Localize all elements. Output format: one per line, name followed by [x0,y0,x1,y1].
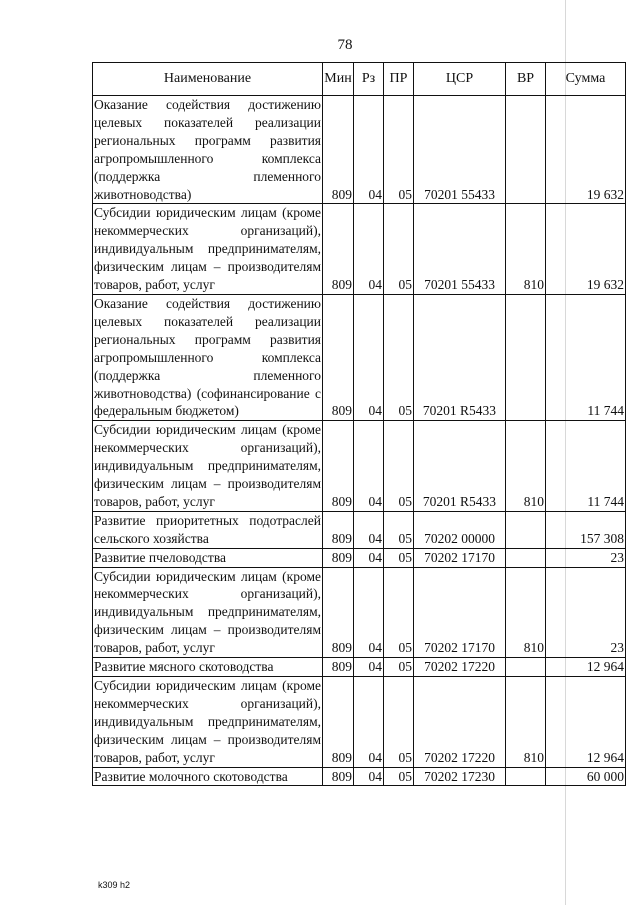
row-name: Оказание содействия достижению целевых показателей реализации региональных программ развития агропромышленного комплекса (поддержка племенного животноводства) [93,96,323,204]
table-row [93,567,626,658]
row-rz: 04 [354,658,384,677]
row-min: 809 [323,548,354,567]
row-pr: 05 [384,567,414,658]
row-rz: 04 [354,511,384,548]
row-pr: 05 [384,548,414,567]
row-sum: 12 964 [546,658,626,677]
row-rz: 04 [354,767,384,786]
row-vr [506,96,546,204]
table-row [93,294,626,420]
table-row [93,511,626,548]
row-csr: 70201 R5433 [414,294,506,420]
row-sum: 23 [546,548,626,567]
table-row [93,677,626,768]
row-name: Оказание содействия достижению целевых показателей реализации региональных программ развития агропромышленного комплекса (поддержка племенного животноводства) (софинансирование с федеральным бюджетом) [93,294,323,420]
row-name: Субсидии юридическим лицам (кроме некоммерческих организаций), индивидуальным предпринимателям, физическим лицам – производителям товаров, работ, услуг [93,677,323,768]
row-csr: 70202 17220 [414,658,506,677]
row-pr: 05 [384,204,414,295]
row-sum: 19 632 [546,96,626,204]
row-vr: 810 [506,204,546,295]
row-min: 809 [323,294,354,420]
row-name: Развитие молочного скотоводства [93,767,323,786]
row-min: 809 [323,677,354,768]
row-sum: 11 744 [546,294,626,420]
table-row [93,421,626,512]
row-pr: 05 [384,294,414,420]
header-pr: ПР [384,63,414,96]
header-min: Мин [323,63,354,96]
row-min: 809 [323,511,354,548]
row-csr: 70201 55433 [414,96,506,204]
row-csr: 70201 55433 [414,204,506,295]
row-min: 809 [323,767,354,786]
row-sum: 12 964 [546,677,626,768]
row-name: Субсидии юридическим лицам (кроме некоммерческих организаций), индивидуальным предпринимателям, физическим лицам – производителям товаров, работ, услуг [93,567,323,658]
row-csr: 70202 17220 [414,677,506,768]
table-header-row [93,63,626,96]
row-vr [506,548,546,567]
header-name: Наименование [93,63,323,96]
row-min: 809 [323,96,354,204]
row-csr: 70202 00000 [414,511,506,548]
row-rz: 04 [354,567,384,658]
row-sum: 11 744 [546,421,626,512]
row-pr: 05 [384,96,414,204]
row-vr [506,658,546,677]
row-sum: 19 632 [546,204,626,295]
row-csr: 70202 17230 [414,767,506,786]
row-vr [506,294,546,420]
row-name: Развитие приоритетных подотраслей сельского хозяйства [93,511,323,548]
row-min: 809 [323,204,354,295]
row-rz: 04 [354,204,384,295]
row-rz: 04 [354,677,384,768]
header-csr: ЦСР [414,63,506,96]
row-pr: 05 [384,421,414,512]
row-name: Развитие пчеловодства [93,548,323,567]
table-row [93,658,626,677]
row-rz: 04 [354,96,384,204]
footer-code: k309 h2 [98,880,131,890]
row-min: 809 [323,421,354,512]
row-name: Развитие мясного скотоводства [93,658,323,677]
row-rz: 04 [354,294,384,420]
row-csr: 70201 R5433 [414,421,506,512]
row-sum: 23 [546,567,626,658]
row-rz: 04 [354,421,384,512]
table-row [93,548,626,567]
row-name: Субсидии юридическим лицам (кроме некоммерческих организаций), индивидуальным предпринимателям, физическим лицам – производителям товаров, работ, услуг [93,204,323,295]
header-rz: Рз [354,63,384,96]
row-pr: 05 [384,511,414,548]
table-row [93,767,626,786]
row-vr: 810 [506,677,546,768]
row-rz: 04 [354,548,384,567]
header-sum: Сумма [546,63,626,96]
row-vr: 810 [506,567,546,658]
table-row [93,96,626,204]
table-row [93,204,626,295]
row-pr: 05 [384,767,414,786]
row-min: 809 [323,567,354,658]
row-pr: 05 [384,677,414,768]
row-min: 809 [323,658,354,677]
header-vr: ВР [506,63,546,96]
row-csr: 70202 17170 [414,548,506,567]
row-csr: 70202 17170 [414,567,506,658]
row-vr [506,767,546,786]
row-sum: 157 308 [546,511,626,548]
row-sum: 60 000 [546,767,626,786]
page-number: 78 [337,37,353,53]
row-pr: 05 [384,658,414,677]
row-vr [506,511,546,548]
row-vr: 810 [506,421,546,512]
row-name: Субсидии юридическим лицам (кроме некоммерческих организаций), индивидуальным предпринимателям, физическим лицам – производителям товаров, работ, услуг [93,421,323,512]
budget-table [92,62,626,786]
